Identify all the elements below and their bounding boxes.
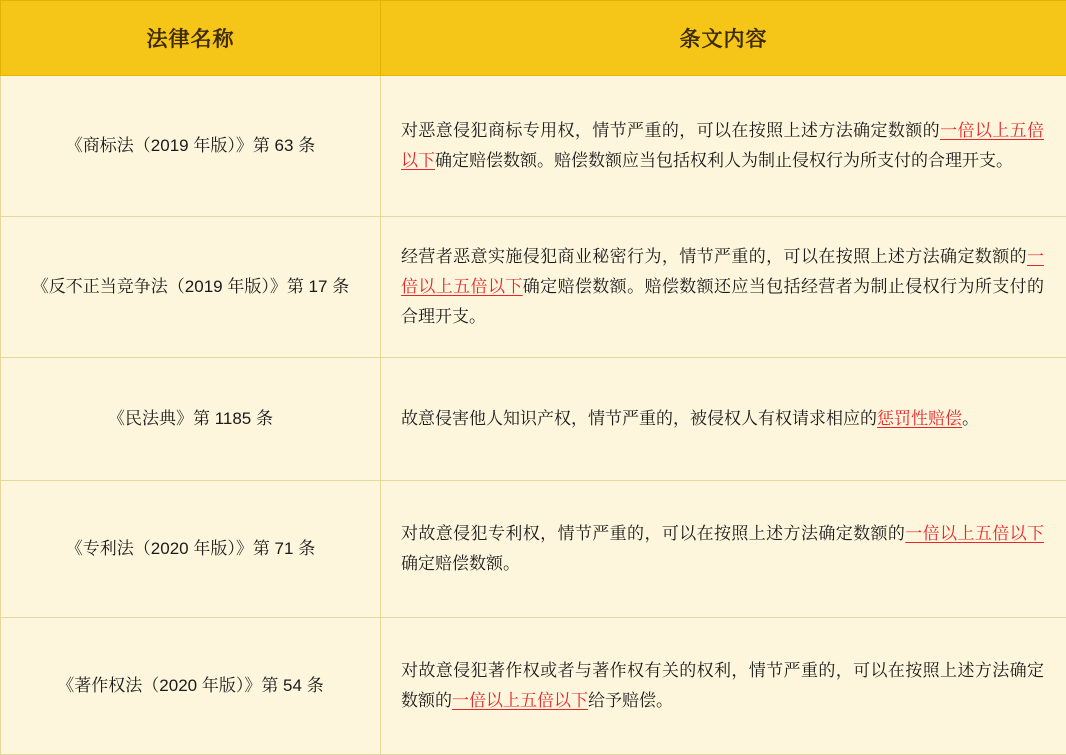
provision-text: 对故意侵犯著作权或者与著作权有关的权利，情节严重的，可以在按照上述方法确定数额的 — [401, 661, 1044, 710]
provision-text: 故意侵害他人知识产权，情节严重的，被侵权人有权请求相应的 — [401, 409, 877, 428]
table-row — [1, 217, 1066, 358]
table-body — [1, 76, 1066, 755]
provision-text: 对恶意侵犯商标专用权，情节严重的，可以在按照上述方法确定数额的 — [401, 121, 940, 140]
law-name-cell: 《专利法（2020 年版）》第 71 条 — [1, 481, 381, 618]
provision-text: 给予赔偿。 — [588, 691, 673, 710]
provision-text: 确定赔偿数额。 — [401, 554, 520, 573]
highlighted-text: 惩罚性赔偿 — [877, 409, 962, 428]
column-header-law-name: 法律名称 — [1, 1, 381, 76]
table-row — [1, 358, 1066, 481]
highlighted-text: 一倍以上五倍以下 — [452, 691, 588, 710]
provision-content-cell — [381, 76, 1066, 217]
provision-content-cell — [381, 618, 1066, 755]
highlighted-text: 一倍以上五倍以下 — [905, 524, 1044, 543]
law-name-cell: 《民法典》第 1185 条 — [1, 358, 381, 481]
provision-text: 确定赔偿数额。赔偿数额应当包括权利人为制止侵权行为所支付的合理开支。 — [435, 151, 1013, 170]
provision-text: 。 — [962, 409, 979, 428]
law-name-cell: 《商标法（2019 年版）》第 63 条 — [1, 76, 381, 217]
provision-content-cell — [381, 217, 1066, 358]
provision-content-cell — [381, 358, 1066, 481]
table-row — [1, 481, 1066, 618]
table-row — [1, 76, 1066, 217]
highlighted-text: 一倍以上五倍以下 — [401, 247, 1044, 296]
law-name-cell: 《反不正当竞争法（2019 年版）》第 17 条 — [1, 217, 381, 358]
provision-text: 确定赔偿数额。赔偿数额还应当包括经营者为制止侵权行为所支付的合理开支。 — [401, 277, 1044, 326]
provision-text: 对故意侵犯专利权，情节严重的，可以在按照上述方法确定数额的 — [401, 524, 905, 543]
law-name-cell: 《著作权法（2020 年版）》第 54 条 — [1, 618, 381, 755]
provision-content-cell — [381, 481, 1066, 618]
highlighted-text: 一倍以上五倍以下 — [401, 121, 1044, 170]
table-header-row — [1, 1, 1066, 76]
provision-text: 经营者恶意实施侵犯商业秘密行为，情节严重的，可以在按照上述方法确定数额的 — [401, 247, 1027, 266]
column-header-provision: 条文内容 — [381, 1, 1066, 76]
table-row — [1, 618, 1066, 755]
